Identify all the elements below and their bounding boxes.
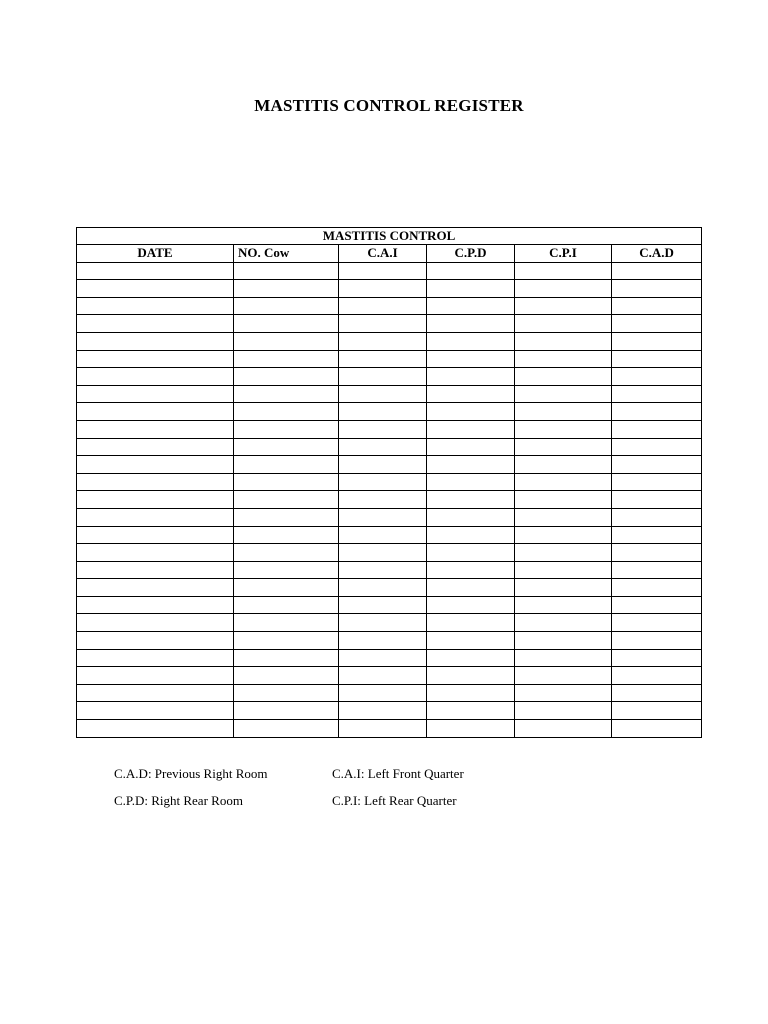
table-cell	[515, 332, 612, 350]
table-row	[77, 508, 702, 526]
table-cell	[612, 262, 702, 280]
table-cell	[515, 438, 612, 456]
table-row	[77, 280, 702, 298]
table-cell	[427, 315, 515, 333]
table-cell	[339, 332, 427, 350]
table-cell	[339, 526, 427, 544]
table-cell	[612, 332, 702, 350]
table-cell	[339, 702, 427, 720]
table-cell	[427, 473, 515, 491]
table-cell	[339, 297, 427, 315]
column-header-cai: C.A.I	[339, 245, 427, 263]
table-cell	[234, 315, 339, 333]
table-row	[77, 579, 702, 597]
table-row	[77, 315, 702, 333]
column-header-cad: C.A.D	[612, 245, 702, 263]
table-cell	[427, 579, 515, 597]
table-cell	[234, 420, 339, 438]
table-cell	[234, 297, 339, 315]
table-cell	[612, 403, 702, 421]
table-row	[77, 720, 702, 738]
table-cell	[339, 684, 427, 702]
table-row	[77, 420, 702, 438]
table-cell	[612, 702, 702, 720]
table-cell	[427, 614, 515, 632]
table-cell	[515, 385, 612, 403]
table-cell	[339, 456, 427, 474]
table-caption-row	[77, 228, 702, 245]
table-cell	[515, 649, 612, 667]
table-row	[77, 702, 702, 720]
table-cell	[77, 438, 234, 456]
table-cell	[77, 632, 234, 650]
table-cell	[612, 491, 702, 509]
table-cell	[427, 667, 515, 685]
table-cell	[77, 297, 234, 315]
table-cell	[339, 368, 427, 386]
table-cell	[427, 491, 515, 509]
table-row	[77, 456, 702, 474]
table-cell	[77, 420, 234, 438]
table-cell	[234, 632, 339, 650]
table-cell	[339, 262, 427, 280]
mastitis-register-table	[76, 227, 702, 738]
table-cell	[77, 315, 234, 333]
table-cell	[234, 280, 339, 298]
table-cell	[234, 720, 339, 738]
legend-cai: C.A.I: Left Front Quarter	[332, 766, 464, 781]
table-cell	[427, 403, 515, 421]
table-row	[77, 544, 702, 562]
table-caption: MASTITIS CONTROL	[77, 228, 702, 245]
table-cell	[515, 684, 612, 702]
table-cell	[515, 508, 612, 526]
table-cell	[77, 544, 234, 562]
table-cell	[77, 702, 234, 720]
table-cell	[427, 350, 515, 368]
table-cell	[612, 350, 702, 368]
table-cell	[612, 561, 702, 579]
table-row	[77, 596, 702, 614]
table-cell	[612, 526, 702, 544]
table-cell	[77, 403, 234, 421]
table-cell	[339, 667, 427, 685]
table-cell	[234, 596, 339, 614]
table-row	[77, 297, 702, 315]
table-cell	[339, 403, 427, 421]
table-cell	[234, 491, 339, 509]
table-cell	[515, 702, 612, 720]
table-cell	[515, 596, 612, 614]
table-row	[77, 684, 702, 702]
table-cell	[234, 526, 339, 544]
table-cell	[612, 508, 702, 526]
table-row	[77, 473, 702, 491]
table-cell	[339, 649, 427, 667]
table-cell	[515, 720, 612, 738]
table-cell	[77, 350, 234, 368]
legend-cad: C.A.D: Previous Right Room	[114, 766, 268, 781]
table-row	[77, 385, 702, 403]
table-cell	[339, 596, 427, 614]
table-cell	[612, 649, 702, 667]
table-cell	[427, 632, 515, 650]
table-cell	[234, 262, 339, 280]
table-cell	[77, 667, 234, 685]
table-cell	[77, 561, 234, 579]
legend-cpd: C.P.D: Right Rear Room	[114, 793, 243, 808]
table-cell	[234, 438, 339, 456]
table-row	[77, 403, 702, 421]
table-cell	[427, 368, 515, 386]
table-cell	[427, 385, 515, 403]
table-cell	[427, 508, 515, 526]
table-cell	[339, 385, 427, 403]
table-cell	[339, 473, 427, 491]
table-cell	[612, 456, 702, 474]
column-header-cpd: C.P.D	[427, 245, 515, 263]
table-cell	[77, 473, 234, 491]
table-cell	[77, 579, 234, 597]
table-cell	[234, 684, 339, 702]
table-row	[77, 491, 702, 509]
table-cell	[339, 491, 427, 509]
table-cell	[515, 297, 612, 315]
table-cell	[612, 544, 702, 562]
table-cell	[339, 508, 427, 526]
table-cell	[515, 614, 612, 632]
table-cell	[515, 262, 612, 280]
table-cell	[515, 544, 612, 562]
table-cell	[612, 632, 702, 650]
table-cell	[427, 456, 515, 474]
table-cell	[234, 544, 339, 562]
table-cell	[427, 561, 515, 579]
table-cell	[234, 385, 339, 403]
table-cell	[612, 297, 702, 315]
table-cell	[339, 350, 427, 368]
table-cell	[234, 368, 339, 386]
table-cell	[77, 614, 234, 632]
table-cell	[234, 473, 339, 491]
table-cell	[234, 579, 339, 597]
table-cell	[234, 350, 339, 368]
table-cell	[427, 526, 515, 544]
table-cell	[427, 684, 515, 702]
table-cell	[612, 579, 702, 597]
table-row	[77, 438, 702, 456]
table-cell	[515, 491, 612, 509]
table-cell	[339, 315, 427, 333]
table-cell	[77, 332, 234, 350]
table-cell	[515, 350, 612, 368]
table-cell	[427, 649, 515, 667]
table-cell	[427, 280, 515, 298]
table-cell	[515, 315, 612, 333]
table-cell	[515, 420, 612, 438]
table-cell	[427, 438, 515, 456]
table-cell	[339, 280, 427, 298]
table-cell	[612, 420, 702, 438]
table-cell	[77, 526, 234, 544]
table-cell	[234, 614, 339, 632]
table-cell	[77, 491, 234, 509]
table-body	[77, 262, 702, 737]
table-cell	[612, 667, 702, 685]
table-cell	[234, 456, 339, 474]
table-cell	[612, 596, 702, 614]
table-row	[77, 368, 702, 386]
table-cell	[339, 438, 427, 456]
table-cell	[612, 315, 702, 333]
table-row	[77, 262, 702, 280]
table-cell	[339, 632, 427, 650]
table-cell	[515, 526, 612, 544]
table-cell	[234, 561, 339, 579]
table-cell	[427, 702, 515, 720]
table-cell	[234, 403, 339, 421]
table-cell	[515, 456, 612, 474]
table-cell	[77, 720, 234, 738]
table-row	[77, 614, 702, 632]
table-row	[77, 649, 702, 667]
table-cell	[515, 473, 612, 491]
table-cell	[427, 596, 515, 614]
table-cell	[515, 368, 612, 386]
table-cell	[427, 297, 515, 315]
table-cell	[339, 579, 427, 597]
table-cell	[339, 544, 427, 562]
table-cell	[515, 280, 612, 298]
table-cell	[339, 420, 427, 438]
table-cell	[234, 332, 339, 350]
table-cell	[515, 579, 612, 597]
table-cell	[612, 614, 702, 632]
table-cell	[612, 385, 702, 403]
column-header-cow-number: NO. Cow	[234, 245, 339, 263]
table-cell	[612, 684, 702, 702]
table-cell	[77, 456, 234, 474]
table-cell	[515, 667, 612, 685]
page-title: MASTITIS CONTROL REGISTER	[254, 96, 524, 115]
table-cell	[339, 614, 427, 632]
table-cell	[612, 438, 702, 456]
table-cell	[515, 632, 612, 650]
table-cell	[77, 385, 234, 403]
table-cell	[427, 332, 515, 350]
table-row	[77, 632, 702, 650]
table-cell	[234, 667, 339, 685]
table-cell	[234, 649, 339, 667]
table-cell	[234, 702, 339, 720]
table-cell	[77, 508, 234, 526]
table-cell	[77, 262, 234, 280]
table-cell	[612, 473, 702, 491]
table-cell	[234, 508, 339, 526]
legend-cpi: C.P.I: Left Rear Quarter	[332, 793, 457, 808]
column-header-date: DATE	[77, 245, 234, 263]
table-cell	[77, 368, 234, 386]
table-header-row	[77, 245, 702, 263]
table-cell	[427, 544, 515, 562]
table-cell	[339, 720, 427, 738]
table-row	[77, 332, 702, 350]
table-row	[77, 350, 702, 368]
table-row	[77, 667, 702, 685]
table-cell	[612, 720, 702, 738]
table-cell	[515, 403, 612, 421]
table-cell	[77, 280, 234, 298]
table-cell	[77, 596, 234, 614]
column-header-cpi: C.P.I	[515, 245, 612, 263]
table-row	[77, 561, 702, 579]
table-cell	[427, 720, 515, 738]
table-cell	[77, 684, 234, 702]
table-row	[77, 526, 702, 544]
table-cell	[339, 561, 427, 579]
table-cell	[515, 561, 612, 579]
table-cell	[427, 262, 515, 280]
table-cell	[77, 649, 234, 667]
table-cell	[612, 368, 702, 386]
table-cell	[612, 280, 702, 298]
table-cell	[427, 420, 515, 438]
